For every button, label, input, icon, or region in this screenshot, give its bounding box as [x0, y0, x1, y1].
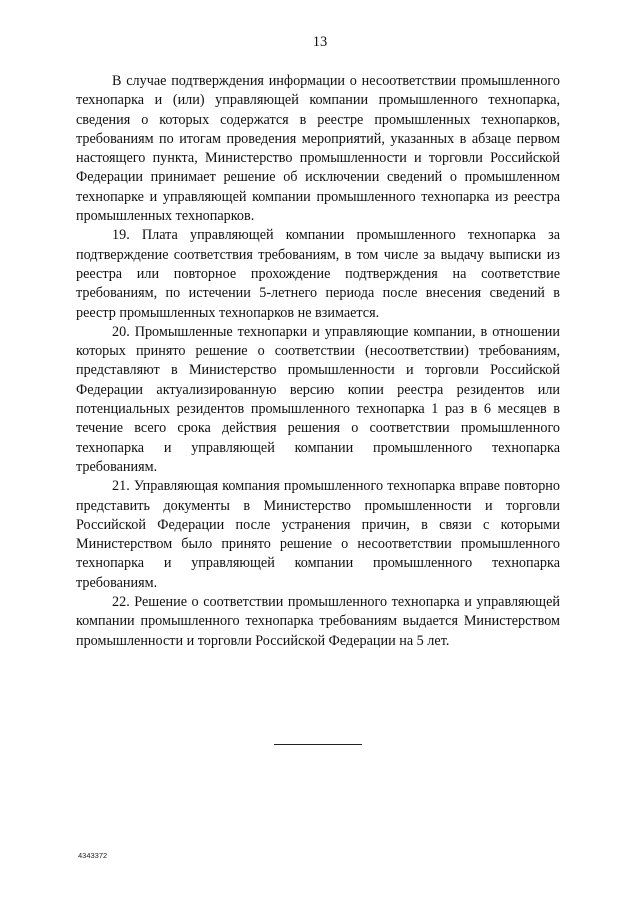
paragraph-21: 21. Управляющая компания промышленного технопарка вправе повторно представить документы в Министерство промышленности и торговли Российской Федерации после устранения причин, в связи с которыми Министерством было принято решение о несоответствии промышленного технопарка и управляющей компании промышленного технопарка требованиям. — [76, 478, 560, 591]
paragraph-20: 20. Промышленные технопарки и управляющие компании, в отношении которых принято решение о соответствии (несоответствии) требованиям, представляют в Министерство промышленности и торговли Российской Федерации актуализированную версию копии реестра резидентов или потенциальных резидентов промышленного технопарка 1 раз в 6 месяцев в течение всего срока действия решения о соответствии промышленного технопарка и управляющей компании промышленного технопарка требованиям. — [76, 323, 560, 475]
page-number: 13 — [312, 34, 328, 50]
end-divider-line — [274, 744, 362, 745]
paragraph-22: 22. Решение о соответствии промышленного технопарка и управляющей компании промышленного технопарка требованиям выдается Министерством промышленности и торговли Российской Федерации на 5 лет. — [76, 594, 560, 649]
paragraph-exclusion-decision: В случае подтверждения информации о несоответствии промышленного технопарка и (или) управляющей компании промышленного технопарка, сведения о которых содержатся в реестре промышленных технопарков, требованиям по итогам проведения мероприятий, указанных в абзаце первом настоящего пункта, Министерство промышленности и торговли Российской Федерации принимает решение об исключении сведений о промышленном технопарке и управляющей компании промышленного технопарка из реестра промышленных технопарков. — [76, 73, 560, 225]
document-code: 4343372 — [78, 851, 108, 860]
document-body — [76, 72, 560, 651]
paragraph-19: 19. Плата управляющей компании промышленного технопарка за подтверждение соответствия требованиям, в том числе за выдачу выписки из реестра или повторное прохождение подтверждения на соответствие требованиям, по истечении 5-летнего периода после внесения сведений в реестр промышленных технопарков не взимается. — [76, 227, 560, 321]
